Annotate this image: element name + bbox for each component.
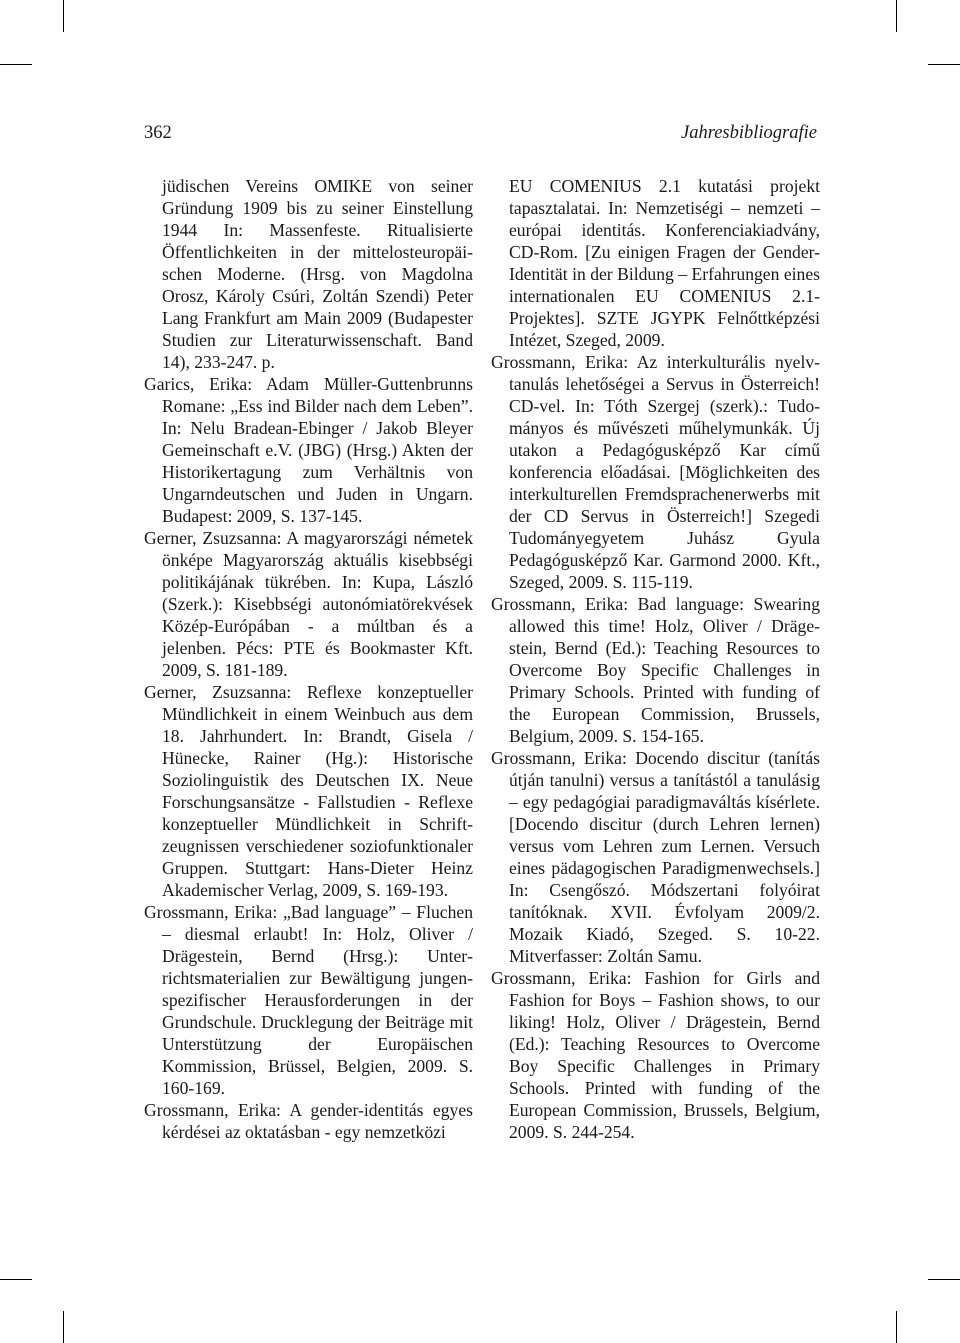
bibliography-entry: Grossmann, Erika: A gender-identitás egyes kérdései az oktatásban - egy nemzetközi xyxy=(144,1100,473,1142)
page-number: 362 xyxy=(144,123,172,143)
bibliography-entry: Grossmann, Erika: Fashion for Girls and Fashion for Boys – Fashion shows, to our liking! Holz, Oliver / Drägestein, Bernd (Ed.): Teaching Resources to Overcome Boy Specific Challenges in Primary Schools. Printed with funding of the European Commission, Brussels, Belgium, 2009. S. 244-254. xyxy=(491,968,820,1142)
bibliography-entry: Grossmann, Erika: Az interkulturális nyelvtanulás lehetőségei a Servus in Österreich! CD-vel. In: Tóth Szergej (szerk).: Tudományos és művészeti műhelymunkák. Új utakon a Pedagógusképző Kar című konferencia előadásai. [Möglichkeiten des interkulturellen Fremdsprachenerwerbs mit der CD Servus in Österreich!] Szegedi Tudományegyetem Juhász Gyula Pedagógusképző Kar. Garmond 2000. Kft., Szeged, 2009. S. 115-119. xyxy=(491,352,820,592)
bibliography-entry: jüdischen Vereins OMIKE von seiner Gründung 1909 bis zu seiner Einstellung 1944 In: Massenfeste. Ritualisierte Öffentlichkeiten in der mittelosteuropäischen Moderne. (Hrsg. von Magdolna Orosz, Károly Csúri, Zoltán Szendi) Peter Lang Frankfurt am Main 2009 (Budapester Studien zur Literaturwissenschaft. Band 14), 233-247. p. xyxy=(162,176,473,372)
page-header xyxy=(144,123,817,151)
running-title: Jahresbibliografie xyxy=(681,123,817,143)
bibliography-entry: Grossmann, Erika: Bad language: Swearing allowed this time! Holz, Oliver / Drägestein, Bernd (Ed.): Teaching Resources to Overcome Boy Specific Challenges in Primary Schools. Printed with funding of the European Commission, Brussels, Belgium, 2009. S. 154-165. xyxy=(491,594,820,746)
crop-mark-top-left-horizontal xyxy=(0,64,32,65)
bibliography-entry: Garics, Erika: Adam Müller-Guttenbrunns Romane: „Ess ind Bilder nach dem Leben”. In: Nelu Bradean-Ebinger / Jakob Bleyer Gemeinschaft e.V. (JBG) (Hrsg.) Akten der Historikertagung zum Verhältnis von Ungarndeutschen und Juden in Ungarn. Budapest: 2009, S. 137-145. xyxy=(144,374,473,526)
crop-mark-bottom-left-vertical xyxy=(63,1311,64,1343)
bibliography-entry: EU COMENIUS 2.1 kutatási projekt tapasztalatai. In: Nemzetiségi – nemzeti – európai identitás. Konferenciakiadvány, CD-Rom. [Zu einigen Fragen der Gender-Identität in der Bildung – Erfahrungen eines internationalen EU COMENIUS 2.1-Projektes]. SZTE JGYPK Felnőttképzési Intézet, Szeged, 2009. xyxy=(509,176,820,350)
bibliography-entry: Gerner, Zsuzsanna: Reflexe konzeptueller Mündlichkeit in einem Weinbuch aus dem 18. Jahrhundert. In: Brandt, Gisela / Hünecke, Rainer (Hg.): Historische Soziolinguistik des Deutschen IX. Neue Forschungsansätze - Fallstudien - Reflexe konzeptueller Mündlichkeit in Schriftzeugnissen verschiedener soziofunktionaler Gruppen. Stuttgart: Hans-Dieter Heinz Akademischer Verlag, 2009, S. 169-193. xyxy=(144,682,473,900)
crop-mark-top-right-horizontal xyxy=(928,64,960,65)
bibliography-entry: Grossmann, Erika: „Bad language” – Fluchen – diesmal erlaubt! In: Holz, Oliver / Drägestein, Bernd (Hrsg.): Unterrichtsmaterialien zur Bewältigung jungenspezifischer Herausforderungen in der Grundschule. Drucklegung der Beiträge mit Unterstützung der Europäischen Kommission, Brüssel, Belgien, 2009. S. 160-169. xyxy=(144,902,473,1098)
crop-mark-top-left-vertical xyxy=(63,0,64,32)
right-column xyxy=(491,175,820,1143)
crop-mark-bottom-right-vertical xyxy=(896,1311,897,1343)
crop-mark-bottom-left-horizontal xyxy=(0,1279,32,1280)
bibliography-entry: Gerner, Zsuzsanna: A magyarországi németek önképe Magyarország aktuális kisebbségi politikájának tükrében. In: Kupa, László (Szerk.): Kisebbségi autonómiatörekvések Közép-Európában - a múltban és a jelenben. Pécs: PTE és Bookmaster Kft. 2009, S. 181-189. xyxy=(144,528,473,680)
crop-mark-top-right-vertical xyxy=(896,0,897,32)
left-column xyxy=(144,175,473,1143)
crop-mark-bottom-right-horizontal xyxy=(928,1279,960,1280)
bibliography-entry: Grossmann, Erika: Docendo discitur (tanítás útján tanulni) versus a tanítástól a tanulásig – egy pedagógiai paradigmaváltás kísérlete. [Docendo discitur (durch Lehren lernen) versus vom Lehren zum Lernen. Versuch eines pädagogischen Paradigmenwechsels.] In: Csengőszó. Módszertani folyóirat tanítóknak. XVII. Évfolyam 2009/2. Mozaik Kiadó, Szeged. S. 10-22. Mitverfasser: Zoltán Samu. xyxy=(491,748,820,966)
